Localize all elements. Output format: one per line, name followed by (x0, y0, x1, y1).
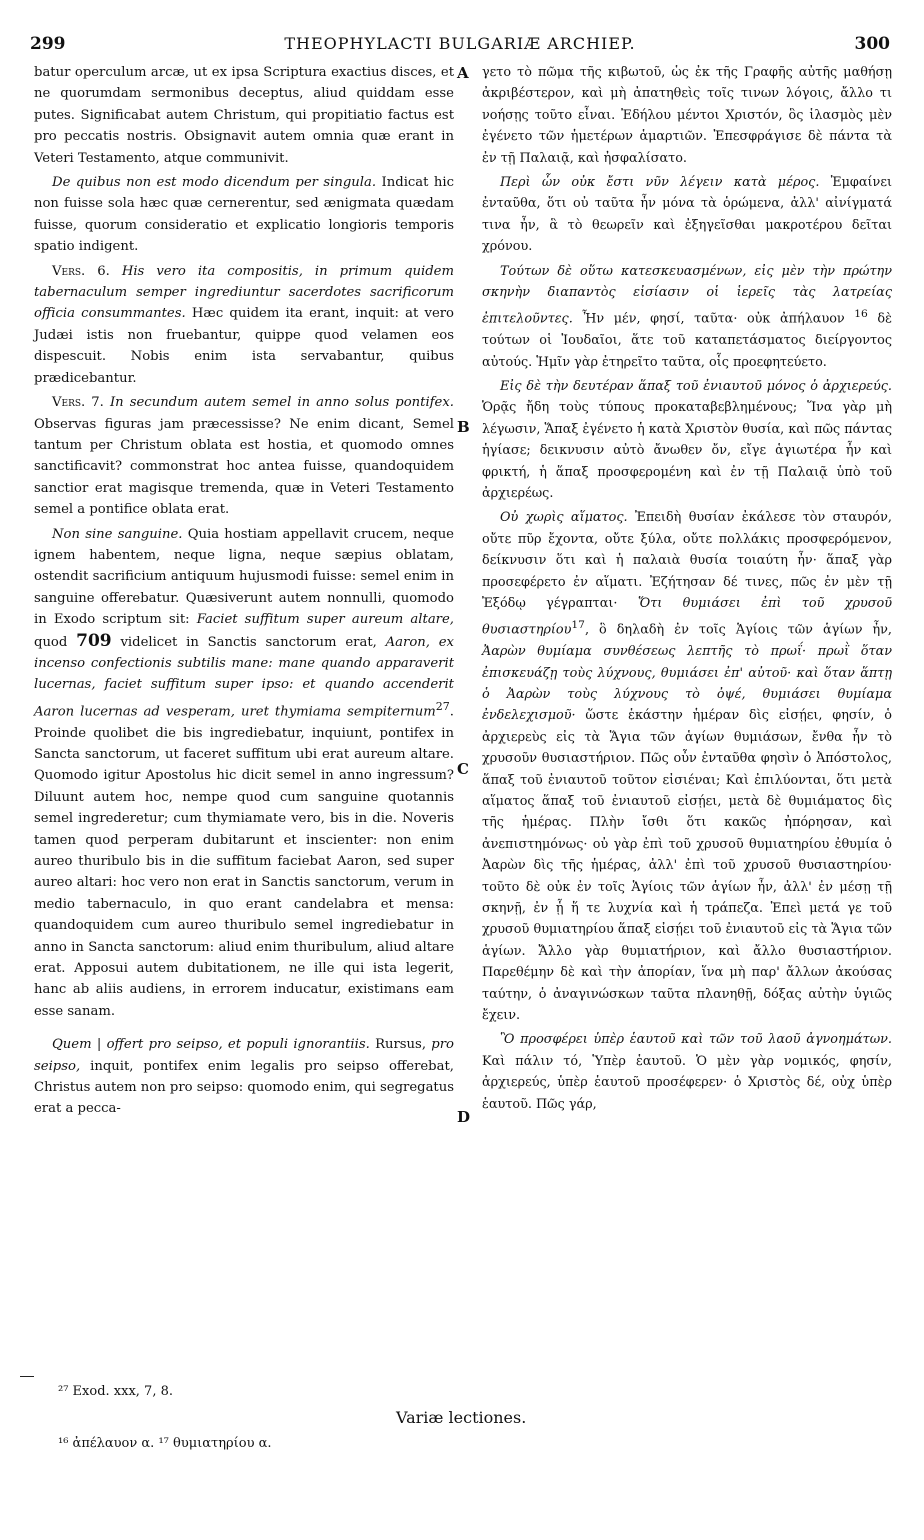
greek-paragraph: γετο τὸ πῶμα τῆς κιβωτοῦ, ὡς ἐκ τῆς Γραφῆς αὐτῆς μαθήσῃ ἀκριβέστερον, καὶ μὴ ἀπατηθεὶς τοῖς τινων λόγοις, ἄλλο τι νοήσῃς τοῦτο εἶναι. Ἐδήλου μέντοι Χριστόν, ὃς ἱλασμὸς μὲν ἐγένετο τῶν ἡμετέρων ἁμαρτιῶν. Ἐπεσφράγισε δὲ πάντα τὰ ἐν τῇ Παλαιᾷ, καὶ ἠσφαλίσατο. (482, 65, 892, 166)
page-number-right: 300 (854, 34, 890, 54)
footnote-ref: 17 (571, 618, 585, 632)
column-number: 709 (76, 630, 112, 651)
latin-paragraph: Vers. 6. His vero ita compositis, in primum quidem tabernaculum semper ingrediuntur sacerdotes sacrificorum officia consummantes. Hæc quidem ita erant, inquit: at vero Judæi istis non fruebantur, quippe quod velamen eos dispescuit. Nobis enim ista servabantur, quibus prædicebantur. (34, 263, 454, 386)
latin-paragraph: batur operculum arcæ, ut ex ipsa Scriptura exactius disces, et ne quorumdam sermonibus deceptus, aliud quiddam esse putes. Significabat autem Christum, qui propitiatio factus est pro peccatis nostris. Obsignavit autem omnia quæ erant in Veteri Testamento, atque communivit. (34, 65, 454, 166)
page-number-left: 299 (30, 34, 66, 54)
greek-paragraph: Ὃ προσφέρει ὑπὲρ ἑαυτοῦ καὶ τῶν τοῦ λαοῦ ἀγνοημάτων. Καὶ πάλιν τό, Ὑπὲρ ἑαυτοῦ. Ὁ μὲν γὰρ νομικός, φησίν, ἀρχιερεύς, ὑπὲρ ἑαυτοῦ προσέφερεν· ὁ Χριστὸς δέ, οὐχ ὑπὲρ ἑαυτοῦ. Πῶς γάρ, (482, 1032, 892, 1112)
footnote-ref: 27 (435, 699, 450, 713)
footnote-ref: 16 (854, 307, 868, 321)
page-header (30, 34, 890, 60)
section-marker-b: B (457, 418, 470, 436)
latin-paragraph: De quibus non est modo dicendum per singula. Indicat hic non fuisse sola hæc quæ cernerentur, sed ænigmata quædam fuisse, quorum consideratio et explicatio longioris temporis spatio indigent. (34, 175, 455, 255)
footnote-rule (20, 1376, 34, 1377)
latin-column (34, 62, 454, 1123)
footnote-27: ²⁷ Exod. xxx, 7, 8. (58, 1384, 173, 1399)
latin-paragraph: Vers. 7. In secundum autem semel in anno solus pontifex. Observas figuras jam præcessisse? Ne enim dicant, Semel tantum per Christum oblata est hostia, et quomodo omnes sanctificavit? commonstrat hoc antea fuisse, quandoquidem sanctior erat magisque tremenda, quæ in Veteri Testamento semel a pontifice oblata erat. (34, 395, 454, 518)
greek-column (482, 62, 892, 1118)
variae-lectiones-heading: Variæ lectiones. (396, 1408, 527, 1427)
running-title: THEOPHYLACTI BULGARIÆ ARCHIEP. (284, 34, 636, 53)
latin-paragraph: Non sine sanguine. Quia hostiam appellavit crucem, neque ignem habentem, neque ligna, neque sæpius oblatam, ostendit sacrificium antiquum hujusmodi fuisse: semel enim in sanguine offerebatur. Quæsiverunt autem nonnulli, quomodo in Exodo scriptum sit: Faciet suffitum super aureum altare, quod 709 videlicet in Sanctis sanctorum erat, Aaron, ex incenso confectionis subtilis mane: mane quando apparaverit lucernas, faciet suffitum super ipso: et quando accenderit Aaron lucernas ad vesperam, uret thymiama sempiternum$^{27}$. Proinde quolibet die bis ingrediebatur, inquiunt, pontifex in Sancta sanctorum, ut faceret suffitum ubi erat aureum altare. Quomodo igitur Apostolus hic dicit semel in anno ingressum? Diluunt autem hoc, nempe quod cum sanguine quotannis semel ingrederetur; cum thymiamate vero, bis in die. Noveris tamen quod perperam dubitarunt et inscienter: non enim aureo thuribulo bis in die suffitum faciebat Aaron, sed super aureo altari: hoc vero non erat in Sanctis sanctorum, verum in medio tabernaculo, in quo erant candelabra et mensa: quandoquidem cum aureo thuribulo semel ingrediebatur in anno in Sancta sanctorum: aliud enim thuribulum, aliud altare erat. Apposui autem dubitationem, ne ille qui ista legerit, hanc ab aliis audiens, in errorem inducatur, existimans eam esse sanam. (34, 526, 454, 1019)
section-marker-c: C (457, 760, 469, 778)
greek-paragraph: Τούτων δὲ οὕτω κατεσκευασμένων, εἰς μὲν τὴν πρώτην σκηνὴν διαπαντὸς εἰσίασιν οἱ ἱερεῖς τὰς λατρείας ἐπιτελοῦντες. Ἦν μέν, φησί, ταῦτα· οὐκ ἀπήλαυον $^{16}$ δὲ τούτων οἱ Ἰουδαῖοι, ἅτε τοῦ καταπετάσματος διείργοντος αὐτούς. Ἡμῖν γὰρ ἐτηρεῖτο ταῦτα, οἷς προεφητεύετο. (482, 263, 892, 370)
section-marker-d: D (457, 1108, 471, 1126)
greek-paragraph: Εἰς δὲ τὴν δευτέραν ἅπαξ τοῦ ἐνιαυτοῦ μόνος ὁ ἀρχιερεύς. Ὁρᾷς ἤδη τοὺς τύπους προκαταβεβλημένους; Ἵνα γὰρ μὴ λέγωσιν, Ἅπαξ ἐγένετο ἡ κατὰ Χριστὸν θυσία, καὶ πῶς πάντας ἡγίασε; δεικνυσιν αὐτὸ ἄνωθεν ὄν, εἴγε ἁγιωτέρα ἦν καὶ φρικτή, ἡ ἅπαξ προσφερομένη καὶ ἐν τῇ Παλαιᾷ ὑπὸ τοῦ ἀρχιερέως. (482, 378, 892, 501)
section-marker-a: A (457, 64, 469, 82)
latin-paragraph: Quem | offert pro seipso, et populi ignorantiis. Rursus, pro seipso, inquit, pontifex enim legalis pro seipso offerebat, Christus autem non pro seipso: quomodo enim, qui segregatus erat a pecca- (34, 1037, 454, 1117)
variant-readings: ¹⁶ ἀπέλαυον α. ¹⁷ θυμιατηρίου α. (58, 1436, 272, 1451)
greek-paragraph: Οὐ χωρὶς αἵματος. Ἐπειδὴ θυσίαν ἐκάλεσε τὸν σταυρόν, οὔτε πῦρ ἔχοντα, οὔτε ξύλα, οὔτε πολλάκις προσφερόμενον, δείκνυσιν ὅτι καὶ ἡ παλαιὰ θυσία τοιαύτη ἦν· ἅπαξ γὰρ προσεφέρετο ἐν αἵματι. Ἐζήτησαν δέ τινες, πῶς ἐν μὲν τῇ Ἐξόδῳ γέγραπται· Ὅτι θυμιάσει ἐπὶ τοῦ χρυσοῦ θυσιαστηρίου$^{17}$, ὃ δηλαδὴ ἐν τοῖς Ἁγίοις τῶν ἁγίων ἦν, Ἀαρὼν θυμίαμα συνθέσεως λεπτῆς τὸ πρωΐ· πρωῒ ὅταν ἐπισκευάζῃ τοὺς λύχνους, θυμιάσει ἐπ' αὐτοῦ· καὶ ὅταν ἅπτῃ ὁ Ἀαρὼν τοὺς λύχνους τὸ ὀψέ, θυμιάσει θυμίαμα ἐνδελεχισμοῦ· ὥστε ἑκάστην ἡμέραν δὶς εἰσῄει, φησίν, ὁ ἀρχιερεὺς εἰς τὰ Ἅγια τῶν ἁγίων θυμιάσων, ἔνθα ἦν τὸ χρυσοῦν θυσιαστήριον. Πῶς οὖν ἐνταῦθα φησὶν ὁ Ἀπόστολος, ἅπαξ τοῦ ἐνιαυτοῦ τοῦτον εἰσιέναι; Καὶ ἐπιλύονται, ὅτι μετὰ αἵματος ἅπαξ τοῦ ἐνιαυτοῦ εἰσῄει, μετὰ δὲ θυμιάματος δὶς τῆς ἡμέρας. Πλὴν ἴσθι ὅτι κακῶς ἠπόρησαν, καὶ ἀνεπιστημόνως· οὐ γὰρ ἐπὶ τοῦ χρυσοῦ θυμιατηρίου ἐθυμία ὁ Ἀαρὼν δὶς τῆς ἡμέρας, ἀλλ' ἐπὶ τοῦ χρυσοῦ θυσιαστηρίου· τοῦτο δὲ οὐκ ἐν τοῖς Ἁγίοις τῶν ἁγίων ἦν, ἀλλ' ἐν μέσῃ τῇ σκηνῇ, ἐν ᾗ ἥ τε λυχνία καὶ ἡ τράπεζα. Ἐπεὶ μετά γε τοῦ χρυσοῦ θυμιατηρίου ἅπαξ εἰσῄει τοῦ ἐνιαυτοῦ εἰς τὰ Ἅγια τῶν ἁγίων. Ἄλλο γὰρ θυμιατήριον, καὶ ἄλλο θυσιαστήριον. Παρεθέμην δὲ καὶ τὴν ἀπορίαν, ἵνα μὴ παρ' ἄλλων ἀκούσας ταύτην, ὁ ἀναγινώσκων ταῦτα πλανηθῇ, δόξας αὐτὴν ὑγιῶς ἔχειν. (482, 510, 892, 1023)
greek-paragraph: Περὶ ὧν οὐκ ἔστι νῦν λέγειν κατὰ μέρος. Ἐμφαίνει ἐνταῦθα, ὅτι οὐ ταῦτα ἦν μόνα τὰ ὁρώμενα, ἀλλ' αἰνίγματά τινα ἦν, ἃ τὸ θεωρεῖν καὶ ἐξηγεῖσθαι μακροτέρου δεῖται χρόνου. (482, 175, 892, 255)
